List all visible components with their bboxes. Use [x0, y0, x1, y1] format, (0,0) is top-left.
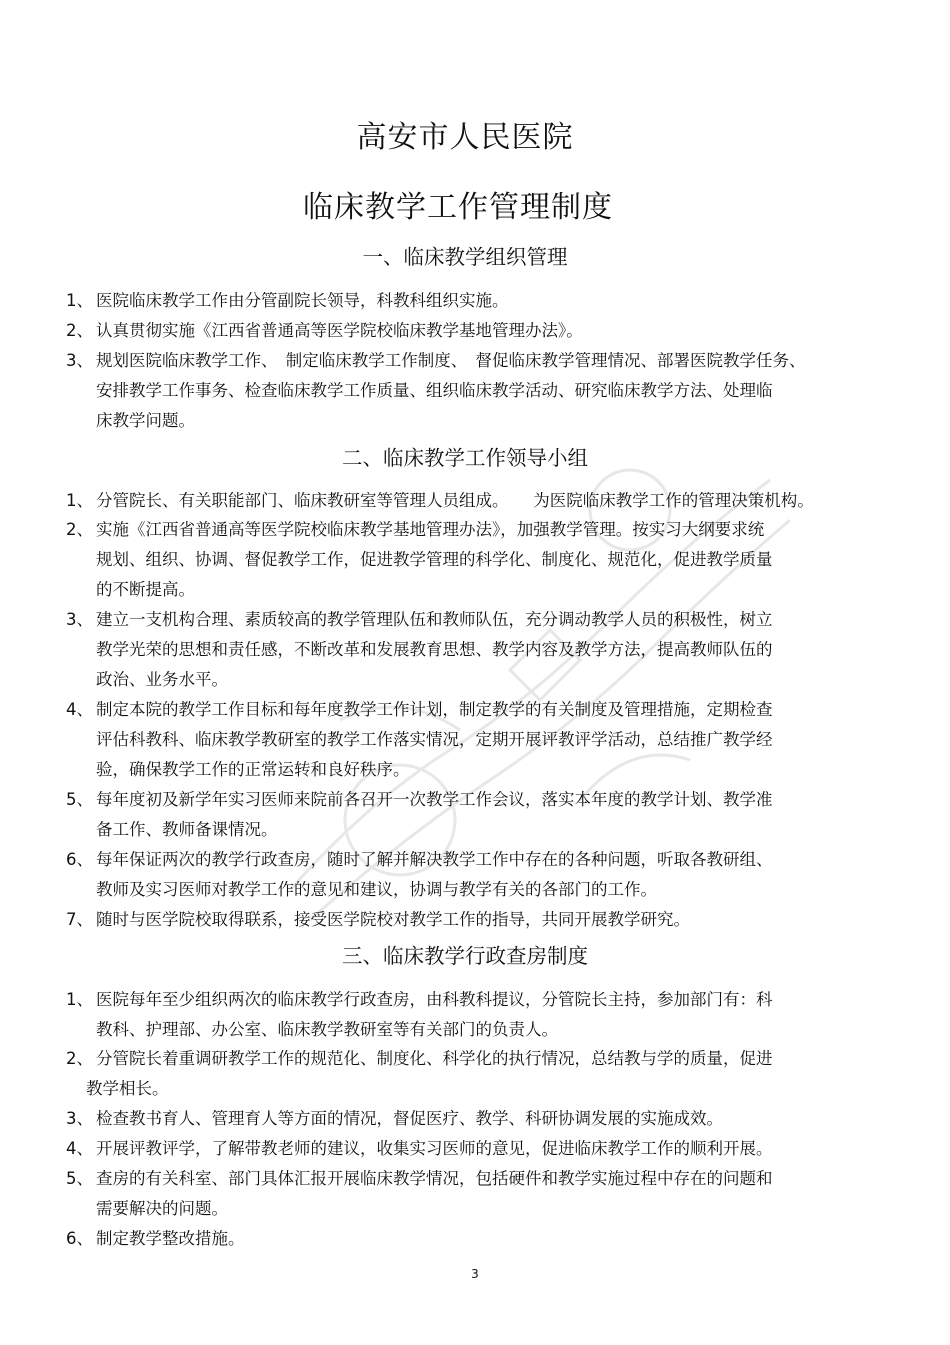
item-text: 随时与医学院校取得联系，接受医学院校对教学工作的指导，共同开展教学研究。	[96, 910, 690, 929]
item-number: 4、	[66, 700, 93, 719]
item-text: 分管院长着重调研教学工作的规范化、制度化、科学化的执行情况，总结教与学的质量，促进	[96, 1049, 773, 1068]
item-text: 教科、护理部、办公室、临床教学教研室等有关部门的负责人。	[96, 1020, 558, 1039]
item-text: 建立一支机构合理、素质较高的教学管理队伍和教师队伍，充分调动教学人员的积极性，树立	[96, 610, 773, 629]
list-item	[66, 286, 866, 316]
item-number: 6、	[66, 850, 93, 869]
item-text: 备工作、教师备课情况。	[96, 820, 278, 839]
item-text: 制定本院的教学工作目标和每年度教学工作计划，制定教学的有关制度及管理措施，定期检查	[96, 700, 773, 719]
item-text: 验，确保教学工作的正常运转和良好秩序。	[96, 760, 410, 779]
list-item	[66, 1104, 866, 1134]
list-item	[66, 346, 866, 436]
item-text: 教学相长。	[86, 1079, 169, 1098]
item-text: 医院临床教学工作由分管副院长领导，科教科组织实施。	[96, 291, 509, 310]
item-number: 5、	[66, 790, 93, 809]
item-text: 检查教书育人、管理育人等方面的情况，督促医疗、教学、科研协调发展的实施成效。	[96, 1109, 723, 1128]
list-item	[66, 985, 866, 1045]
item-number: 4、	[66, 1139, 93, 1158]
item-number: 2、	[66, 321, 93, 340]
item-number: 5、	[66, 1169, 93, 1188]
section-heading-2: 二、临床教学工作领导小组	[342, 446, 588, 470]
item-text: 规划医院临床教学工作、 制定临床教学工作制度、 督促临床教学管理情况、部署医院教学任务、	[96, 351, 806, 370]
item-number: 1、	[66, 491, 93, 510]
list-item	[66, 905, 866, 935]
item-text: 每年度初及新学年实习医师来院前各召开一次教学工作会议，落实本年度的教学计划、教学准	[96, 790, 773, 809]
item-number: 6、	[66, 1229, 93, 1248]
item-number: 3、	[66, 351, 93, 370]
list-item	[66, 515, 866, 605]
item-text: 床教学问题。	[96, 411, 195, 430]
item-text: 政治、业务水平。	[96, 670, 228, 689]
section-heading-1: 一、临床教学组织管理	[362, 245, 568, 269]
item-text: 需要解决的问题。	[96, 1199, 228, 1218]
list-item	[66, 785, 866, 845]
list-item	[66, 605, 866, 695]
item-text: 制定教学整改措施。	[96, 1229, 245, 1248]
item-text: 分管院长、有关职能部门、临床教研室等管理人员组成。 为医院临床教学工作的管理决策机构。	[96, 491, 814, 510]
document-title: 高安市人民医院	[356, 120, 574, 155]
item-number: 2、	[66, 520, 93, 539]
list-item	[66, 845, 866, 905]
list-item	[66, 695, 866, 785]
item-text: 规划、组织、协调、督促教学工作，促进教学管理的科学化、制度化、规范化，促进教学质量	[96, 550, 773, 569]
item-text: 查房的有关科室、部门具体汇报开展临床教学情况，包括硬件和教学实施过程中存在的问题和	[96, 1169, 773, 1188]
page-number: 3	[471, 1267, 479, 1281]
list-item	[66, 316, 866, 346]
item-text: 医院每年至少组织两次的临床教学行政查房，由科教科提议，分管院长主持，参加部门有：科	[96, 990, 773, 1009]
list-item	[66, 1164, 866, 1224]
item-text: 每年保证两次的教学行政查房，随时了解并解决教学工作中存在的各种问题，听取各教研组、	[96, 850, 773, 869]
list-item	[66, 1224, 866, 1254]
item-number: 7、	[66, 910, 93, 929]
document-subtitle: 临床教学工作管理制度	[303, 190, 613, 225]
list-item	[66, 1134, 866, 1164]
item-number: 3、	[66, 1109, 93, 1128]
item-text: 评估科教科、临床教学教研室的教学工作落实情况，定期开展评教评学活动，总结推广教学经	[96, 730, 773, 749]
item-number: 3、	[66, 610, 93, 629]
item-text: 的不断提高。	[96, 580, 195, 599]
item-text: 安排教学工作事务、检查临床教学工作质量、组织临床教学活动、研究临床教学方法、处理临	[96, 381, 773, 400]
item-number: 2、	[66, 1049, 93, 1068]
item-number: 1、	[66, 291, 93, 310]
item-text: 实施《江西省普通高等医学院校临床教学基地管理办法》，加强教学管理。按实习大纲要求统	[96, 520, 765, 539]
section-heading-3: 三、临床教学行政查房制度	[342, 944, 588, 968]
item-text: 开展评教评学，了解带教老师的建议，收集实习医师的意见，促进临床教学工作的顺利开展。	[96, 1139, 773, 1158]
list-item	[66, 486, 866, 516]
item-text: 教师及实习医师对教学工作的意见和建议，协调与教学有关的各部门的工作。	[96, 880, 657, 899]
item-number: 1、	[66, 990, 93, 1009]
item-text: 教学光荣的思想和责任感，不断改革和发展教育思想、教学内容及教学方法，提高教师队伍的	[96, 640, 773, 659]
list-item	[66, 1044, 866, 1104]
item-text: 认真贯彻实施《江西省普通高等医学院校临床教学基地管理办法》。	[96, 321, 583, 340]
